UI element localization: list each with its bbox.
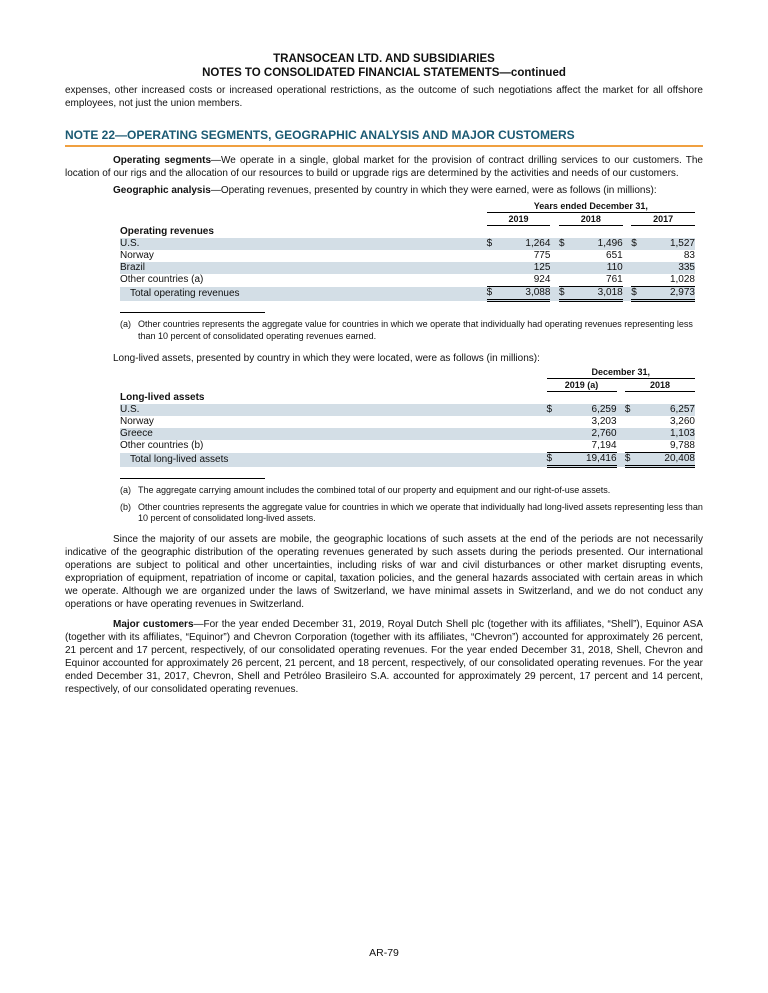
row-label: Total operating revenues xyxy=(120,287,487,301)
currency-symbol xyxy=(487,262,500,274)
currency-symbol: $ xyxy=(487,238,500,250)
cell-value: 3,088 xyxy=(499,287,550,301)
cell-value: 2,760 xyxy=(559,428,617,440)
currency-symbol xyxy=(559,250,572,262)
currency-symbol xyxy=(487,250,500,262)
lla-intro: Long-lived assets, presented by country in which they were located, were as follows (in millions): xyxy=(113,353,540,364)
cell-value: 1,496 xyxy=(572,238,623,250)
currency-symbol: $ xyxy=(559,238,572,250)
table-row xyxy=(120,274,695,287)
table-row xyxy=(120,404,695,416)
cell-value: 775 xyxy=(533,250,551,261)
table2-section: Long-lived assets xyxy=(120,391,205,403)
table-row xyxy=(120,287,695,301)
currency-symbol: $ xyxy=(625,453,638,467)
operating-revenues-table xyxy=(120,200,695,302)
row-label: U.S. xyxy=(120,238,487,250)
cell-value: 761 xyxy=(572,274,623,287)
cell-value: 1,028 xyxy=(644,274,695,287)
table1-group-header: Years ended December 31, xyxy=(487,200,695,213)
long-lived-assets-table xyxy=(120,366,695,468)
currency-symbol: $ xyxy=(625,404,638,416)
table-row xyxy=(120,428,695,440)
table-row xyxy=(120,250,695,262)
intro-paragraph: expenses, other increased costs or increased operational restrictions, as the outcome of such negotiations affect the market for all offshore employees, not just the union members. xyxy=(65,85,703,109)
currency-symbol xyxy=(547,428,560,440)
cell-value: 924 xyxy=(499,274,550,287)
cell-value: 1,103 xyxy=(637,428,695,440)
currency-symbol xyxy=(547,416,560,428)
row-label: Other countries (b) xyxy=(120,440,204,452)
footnote-rule xyxy=(120,312,265,313)
table2-year: 2019 (a) xyxy=(547,379,617,392)
customers-paragraph xyxy=(65,618,703,696)
table1-year: 2019 xyxy=(487,213,551,226)
currency-symbol: $ xyxy=(547,453,560,467)
row-label: Norway xyxy=(120,416,154,427)
note-title: NOTE 22—OPERATING SEGMENTS, GEOGRAPHIC ANALYSIS AND MAJOR CUSTOMERS xyxy=(65,128,703,147)
currency-symbol xyxy=(625,428,638,440)
cell-value: 335 xyxy=(644,262,695,274)
customers-lead: Major customers xyxy=(113,618,194,630)
currency-symbol: $ xyxy=(631,238,644,250)
currency-symbol: $ xyxy=(487,287,500,301)
footnote-key: (a) xyxy=(120,319,131,329)
row-label: Norway xyxy=(120,250,154,261)
table-row xyxy=(120,440,695,453)
footnote-rule xyxy=(120,478,265,479)
table1-section: Operating revenues xyxy=(120,225,214,237)
table2-group-header: December 31, xyxy=(547,366,695,379)
geo-text: —Operating revenues, presented by country in which they were earned, were as follows (in millions): xyxy=(210,185,657,196)
cell-value: 7,194 xyxy=(559,440,617,453)
cell-value: 651 xyxy=(606,250,623,261)
footnote-text: The aggregate carrying amount includes the combined total of our property and equipment and our right-of-use assets. xyxy=(138,485,611,495)
footnote-text: Other countries represents the aggregate value for countries in which we operate that individually had long-lived assets representing less than 10 percent of consolidated long-lived assets. xyxy=(138,501,703,523)
currency-symbol xyxy=(625,440,638,453)
cell-value: 1,527 xyxy=(644,238,695,250)
page-number: AR-79 xyxy=(369,947,399,959)
company-header: TRANSOCEAN LTD. AND SUBSIDIARIES xyxy=(273,53,495,65)
table1-year: 2018 xyxy=(559,213,623,226)
cell-value: 9,788 xyxy=(637,440,695,453)
cell-value: 83 xyxy=(683,250,695,261)
cell-value: 6,257 xyxy=(637,404,695,416)
row-label: Other countries (a) xyxy=(120,274,204,286)
cell-value: 3,018 xyxy=(572,287,623,301)
currency-symbol xyxy=(625,416,638,428)
currency-symbol xyxy=(547,440,560,453)
cell-value: 3,260 xyxy=(669,416,695,427)
cell-value: 3,203 xyxy=(591,416,617,427)
table-row xyxy=(120,416,695,428)
currency-symbol xyxy=(631,250,644,262)
row-label: Brazil xyxy=(120,262,487,274)
cell-value: 20,408 xyxy=(637,453,695,467)
currency-symbol xyxy=(631,262,644,274)
geo-paragraph xyxy=(65,184,703,197)
footnote-text: Other countries represents the aggregate value for countries in which we operate that individually had operating revenues representing less than 10 percent of consolidated operating revenues earned. xyxy=(138,319,693,341)
cell-value: 125 xyxy=(499,262,550,274)
currency-symbol: $ xyxy=(631,287,644,301)
table-row xyxy=(120,262,695,274)
segments-paragraph xyxy=(65,154,703,180)
segments-text: —We operate in a single, global market for the provision of contract drilling services to our customers. The location of our rigs and the allocation of our resources to build or upgrade rigs are determined by the activities and needs of our customers. xyxy=(65,155,703,179)
table-row xyxy=(120,453,695,467)
geo-lead: Geographic analysis xyxy=(113,185,211,196)
footnote xyxy=(120,502,703,525)
currency-symbol xyxy=(631,274,644,287)
footnote xyxy=(120,485,703,497)
cell-value: 19,416 xyxy=(559,453,617,467)
row-label: U.S. xyxy=(120,404,547,416)
footnote-key: (a) xyxy=(120,485,131,495)
currency-symbol: $ xyxy=(547,404,560,416)
footnote-key: (b) xyxy=(120,501,131,512)
currency-symbol xyxy=(559,274,572,287)
table2-year: 2018 xyxy=(625,379,695,392)
section-header: NOTES TO CONSOLIDATED FINANCIAL STATEMENTS—continued xyxy=(202,67,566,79)
currency-symbol: $ xyxy=(559,287,572,301)
row-label: Total long-lived assets xyxy=(120,453,547,467)
document-page xyxy=(65,0,703,696)
footnote xyxy=(120,319,703,342)
table1-year: 2017 xyxy=(631,213,695,226)
cell-value: 6,259 xyxy=(559,404,617,416)
mobile-assets-paragraph: Since the majority of our assets are mobile, the geographic locations of such assets at the end of the periods are not necessarily indicative of the geographic distribution of the operating revenues generated by such assets during the periods presented. Our international operations are subject to political and other uncertainties, including risks of war and civil disturbances or other market disrupting events, expropriation of equipment, repatriation of income or capital, taxation policies, and the general hazards associated with certain areas in which we operate. Although we are organized under the laws of Switzerland, we have minimal assets in Switzerland, and we do not conduct any operations or have operating revenues in Switzerland. xyxy=(65,533,703,610)
table-row xyxy=(120,238,695,250)
currency-symbol xyxy=(487,274,500,287)
row-label: Greece xyxy=(120,428,547,440)
cell-value: 2,973 xyxy=(644,287,695,301)
customers-text: —For the year ended December 31, 2019, Royal Dutch Shell plc (together with its affiliates, “Shell”), Equinor ASA (together with its affiliates, “Equinor”) and Chevron Corporation (together with its affiliates, “Chevron”) accounted for approximately 26 percent, 21 percent and 17 percent, respectively, of our consolidated operating revenues. For the year ended December 31, 2018, Shell, Chevron and Equinor accounted for approximately 26 percent, 21 percent, and 18 percent, respectively, of our consolidated operating revenues. For the year ended December 31, 2017, Chevron, Shell and Petróleo Brasileiro S.A. accounted for approximately 29 percent, 17 percent and 14 percent, respectively, of our consolidated operating revenues. xyxy=(65,618,703,695)
segments-lead: Operating segments xyxy=(113,155,212,166)
cell-value: 110 xyxy=(572,262,623,274)
currency-symbol xyxy=(559,262,572,274)
cell-value: 1,264 xyxy=(499,238,550,250)
